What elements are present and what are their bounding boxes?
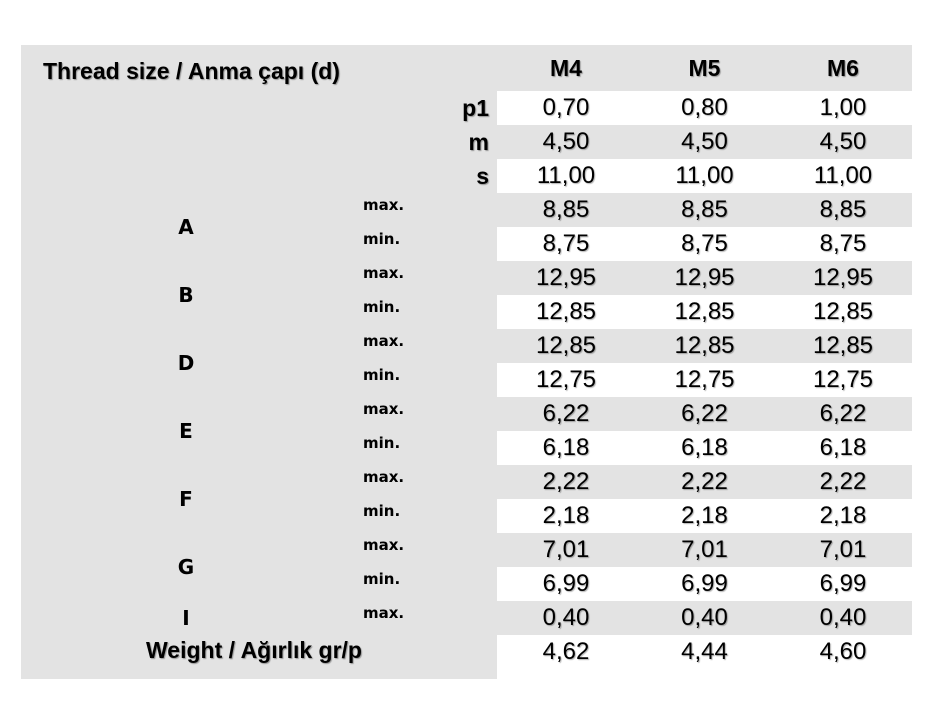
table-cell: 12,75 [812, 366, 874, 393]
table-cell: 2,22 [819, 468, 867, 495]
group-label-g: G [177, 555, 195, 579]
limit-label-max: max. [363, 604, 405, 622]
column-header-m6: M6 [827, 54, 859, 81]
limit-label-min: min. [363, 502, 401, 520]
weight-value: 4,60 [819, 638, 867, 665]
table-cell: 8,75 [819, 230, 867, 257]
limit-label-max: max. [363, 332, 405, 350]
table-cell: 12,95 [812, 264, 874, 291]
limit-label-min: min. [363, 298, 401, 316]
table-cell: 7,01 [542, 536, 590, 563]
table-cell: 8,75 [681, 230, 728, 257]
group-label-a: A [178, 215, 194, 239]
table-cell: 12,75 [535, 366, 597, 393]
group-label-e: E [179, 419, 193, 443]
table-cell: 12,95 [535, 264, 597, 291]
table-cell: 8,85 [681, 196, 728, 223]
table-cell: 8,75 [542, 230, 590, 257]
table-title: Thread size / Anma çapı (d) [43, 57, 340, 84]
param-label-s: s [476, 162, 489, 189]
table-cell: 11,00 [813, 162, 873, 189]
table-cell: 6,22 [681, 400, 728, 427]
table-cell: 12,85 [812, 332, 874, 359]
table-cell: 12,85 [535, 332, 597, 359]
spec-table [21, 45, 912, 679]
limit-label-max: max. [363, 196, 405, 214]
param-label-p1: p1 [462, 94, 489, 121]
limit-label-min: min. [363, 366, 401, 384]
limit-label-min: min. [363, 434, 401, 452]
table-cell: 2,22 [542, 468, 590, 495]
group-label-d: D [177, 351, 195, 375]
table-cell: 6,99 [819, 570, 867, 597]
table-cell: 12,85 [674, 332, 735, 359]
table-cell: 2,18 [542, 502, 590, 529]
table-cell: 8,85 [819, 196, 867, 223]
table-cell: 6,22 [542, 400, 590, 427]
column-header-m4: M4 [550, 54, 582, 81]
table-cell: 6,22 [819, 400, 867, 427]
table-cell: 0,40 [681, 604, 728, 631]
limit-label-min: min. [363, 570, 401, 588]
table-cell: 0,40 [819, 604, 867, 631]
table-cell: 1,00 [819, 94, 867, 121]
table-cell: 12,95 [674, 264, 735, 291]
table-cell: 12,75 [674, 366, 735, 393]
group-label-b: B [178, 283, 194, 307]
table-cell: 8,85 [542, 196, 590, 223]
table-cell: 4,50 [819, 128, 867, 155]
table-cell: 4,50 [542, 128, 590, 155]
limit-label-max: max. [363, 468, 405, 486]
table-cell: 0,70 [542, 94, 590, 121]
table-cell: 6,99 [681, 570, 728, 597]
column-header-m5: M5 [688, 54, 721, 81]
table-cell: 2,22 [681, 468, 728, 495]
table-cell: 0,80 [681, 94, 728, 121]
table-cell: 7,01 [819, 536, 867, 563]
table-cell: 0,40 [542, 604, 590, 631]
weight-value: 4,62 [542, 638, 590, 665]
table-cell: 6,18 [681, 434, 728, 461]
weight-value: 4,44 [681, 638, 728, 665]
limit-label-max: max. [363, 264, 405, 282]
table-cell: 7,01 [681, 536, 728, 563]
limit-label-max: max. [363, 400, 405, 418]
group-label-i: I [182, 606, 190, 630]
table-cell: 6,18 [819, 434, 867, 461]
table-cell: 12,85 [674, 298, 735, 325]
limit-label-min: min. [363, 230, 401, 248]
table-cell: 6,99 [542, 570, 590, 597]
table-cell: 11,00 [536, 162, 596, 189]
table-cell: 6,18 [542, 434, 590, 461]
weight-label: Weight / Ağırlık gr/p [146, 636, 362, 663]
limit-label-max: max. [363, 536, 405, 554]
table-cell: 12,85 [812, 298, 874, 325]
group-label-f: F [179, 487, 193, 511]
table-cell: 12,85 [535, 298, 597, 325]
table-cell: 11,00 [675, 162, 734, 189]
param-label-m: m [468, 128, 489, 155]
table-cell: 2,18 [819, 502, 867, 529]
table-cell: 2,18 [681, 502, 728, 529]
table-cell: 4,50 [681, 128, 728, 155]
